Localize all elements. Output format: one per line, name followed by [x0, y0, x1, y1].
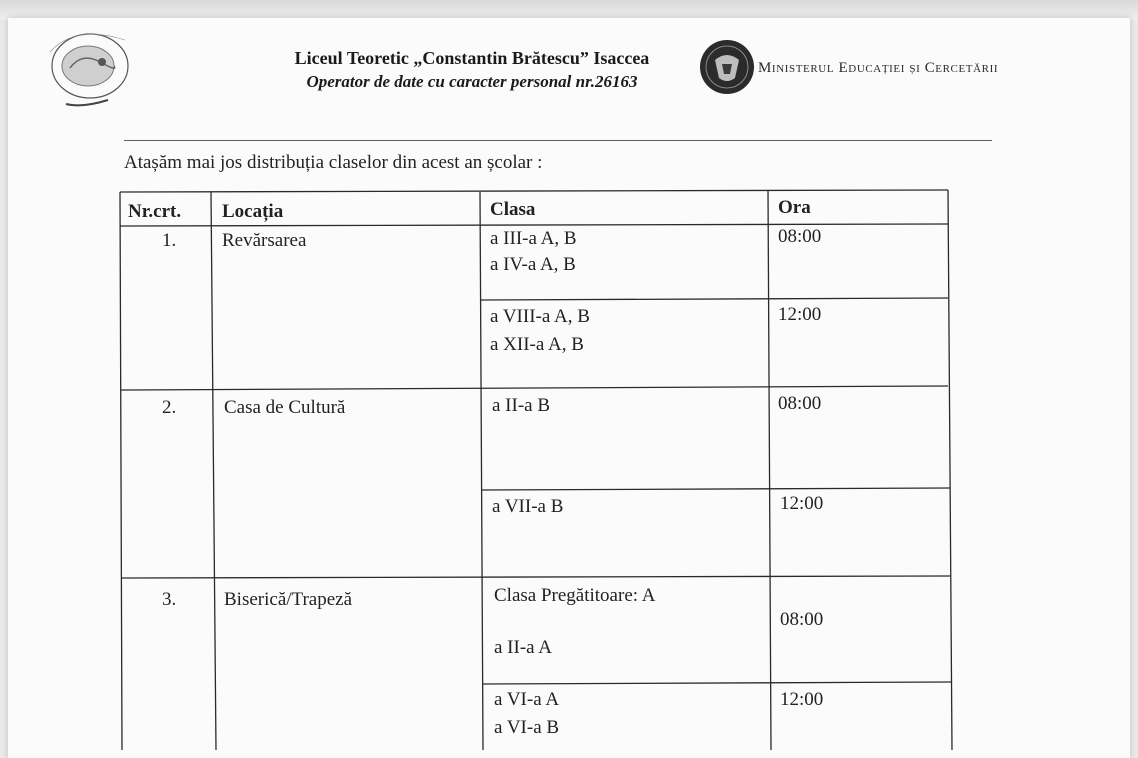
- row-nr: 1.: [162, 230, 177, 251]
- header-location: Locația: [222, 201, 284, 222]
- row-class: a II-a B: [492, 395, 551, 416]
- row-class: a III-a A, B: [490, 228, 577, 249]
- row-nr: 3.: [162, 589, 177, 610]
- operator-number: Operator de date cu caracter personal nr.26163: [306, 72, 638, 91]
- school-name: Liceul Teoretic „Constantin Brătescu” Isaccea: [294, 48, 650, 68]
- row-class: a VIII-a A, B: [490, 306, 590, 327]
- header-time: Ora: [778, 197, 811, 218]
- intro-text: Atașăm mai jos distribuția claselor din acest an școlar :: [124, 152, 543, 173]
- header-class: Clasa: [490, 199, 536, 220]
- ministry-name: Ministerul Educației și Cercetării: [758, 60, 999, 76]
- row-class: a VII-a B: [492, 496, 564, 517]
- row-class: Clasa Pregătitoare: A: [494, 585, 656, 606]
- row-class: a II-a A: [494, 637, 553, 658]
- row-class: a VI-a A: [494, 689, 560, 710]
- row-time: 12:00: [778, 304, 822, 325]
- row-location: Biserică/Trapeză: [224, 589, 353, 610]
- row-time: 08:00: [778, 226, 822, 247]
- row-class: a VI-a B: [494, 717, 560, 738]
- header-nr: Nr.crt.: [128, 201, 182, 222]
- row-time: 08:00: [778, 393, 822, 414]
- row-location: Revărsarea: [222, 230, 307, 251]
- row-time: 12:00: [780, 493, 824, 514]
- row-class: a XII-a A, B: [490, 334, 584, 355]
- row-time: 12:00: [780, 689, 824, 710]
- row-time: 08:00: [780, 609, 824, 630]
- row-class: a IV-a A, B: [490, 254, 576, 275]
- row-nr: 2.: [162, 397, 177, 418]
- row-location: Casa de Cultură: [224, 397, 346, 418]
